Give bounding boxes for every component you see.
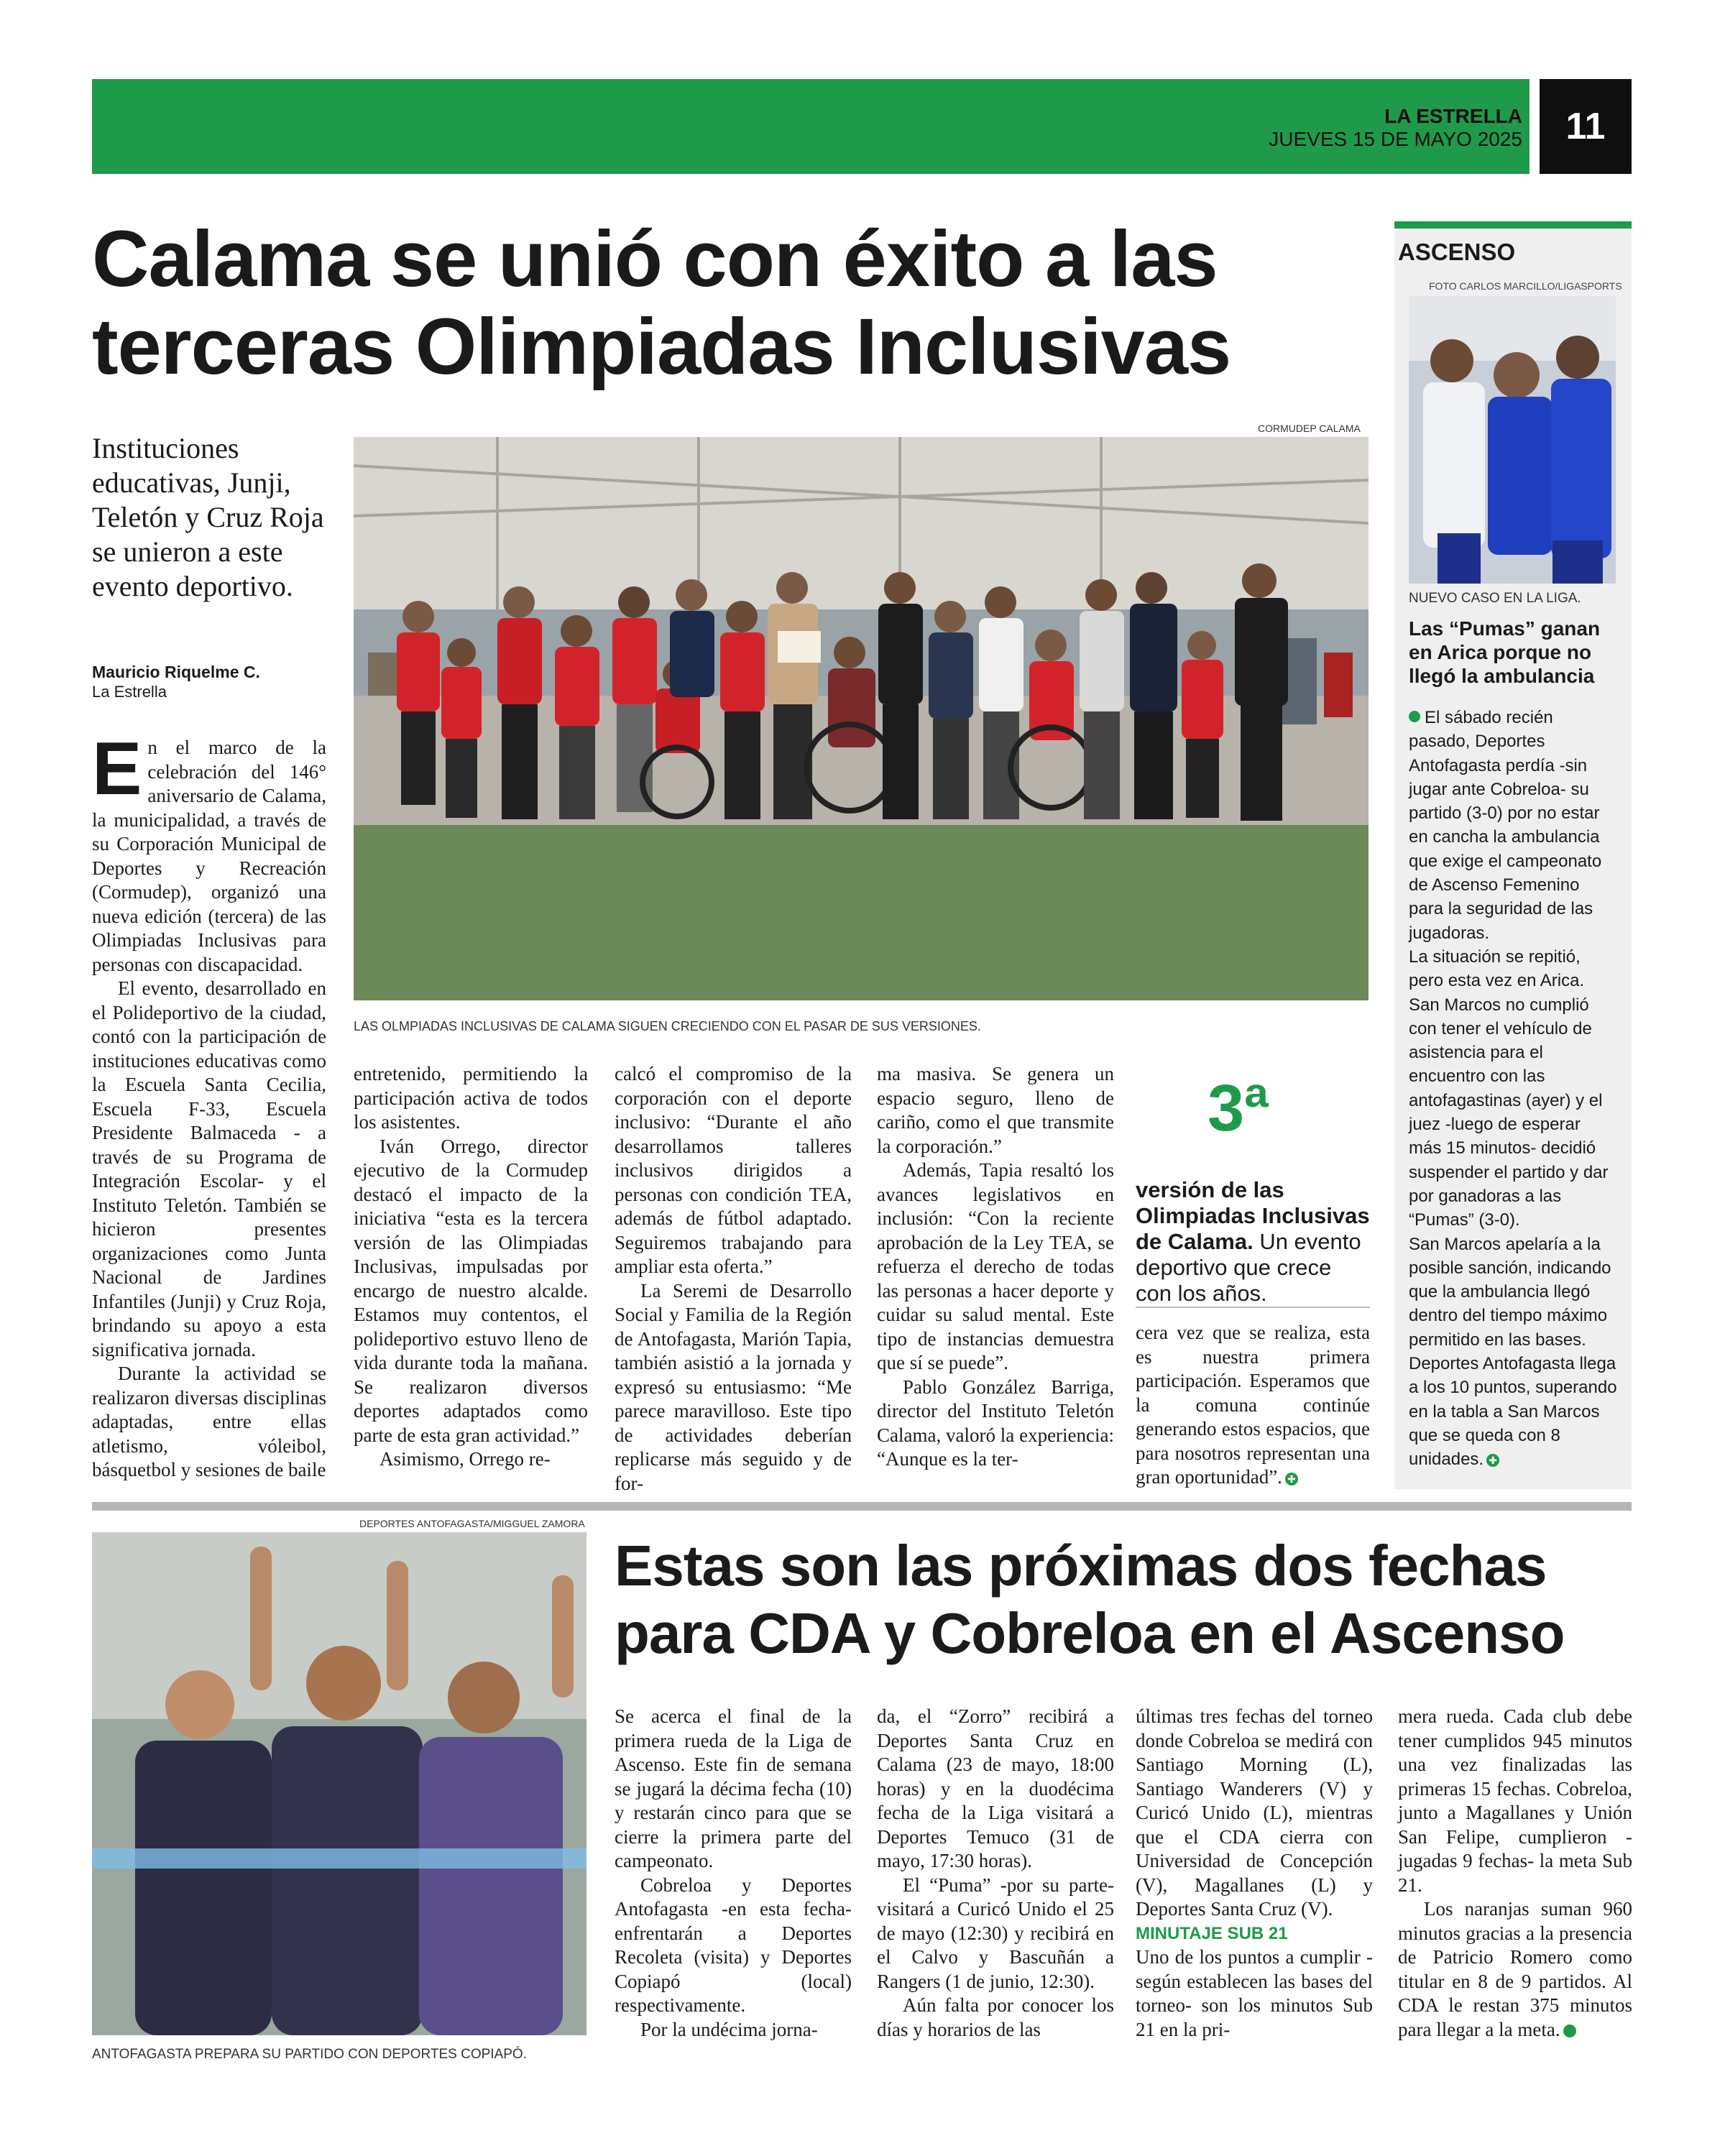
sidebar-paragraph: El sábado recién pasado, Deportes Antofagasta perdía -sin jugar ante Cobreloa- su partido (3-0) por no estar en cancha la ambulancia que exige el campeonato de Ascenso Femenino para la seguridad de las jugadoras. — [1409, 708, 1602, 943]
article2-paragraph: Por la undécima jorna- — [640, 2018, 818, 2040]
sidebar-body — [1409, 706, 1617, 1472]
sidebar-photo-credit: FOTO CARLOS MARCILLO/LIGASPORTS — [1429, 280, 1622, 292]
article2-paragraph: últimas tres fechas del torneo donde Cobreloa se medirá con Santiago Morning (L), Santiago Wanderers (V) y Curicó Unido (L), mientras que el CDA cierra con Universidad de Concepción (V), Magallanes (L) y Deportes Santa Cruz (V). — [1136, 1705, 1373, 1920]
second-photo — [92, 1532, 586, 2035]
main-photo — [354, 437, 1368, 1000]
article1-paragraph: Iván Orrego, director ejecutivo de la Cormudep destacó el impacto de la iniciativa “esta es la tercera versión de las Olimpiadas Inclusivas, impulsadas por encargo de nuestro alcalde. Estamos muy contentos, el polideportivo estuvo lleno de vida durante toda la mañana. Se realizaron diversos deportes adaptados como parte de esta gran actividad.” — [354, 1135, 588, 1446]
article-lead: Instituciones educativas, Junji, Teletón y Cruz Roja se unieron a este evento deportivo. — [92, 432, 324, 602]
article1-paragraph: La Seremi de Desarrollo Social y Familia de la Región de Antofagasta, Marión Tapia, también asistió a la jornada y expresó su entusiasmo: “Me parece maravilloso. Este tipo de actividades deberían replicarse más seguido y de for- — [615, 1279, 852, 1494]
article2-subhead: MINUTAJE SUB 21 — [1136, 1923, 1288, 1943]
article2-column-3 — [1136, 1705, 1373, 2042]
stat-description — [1136, 1177, 1370, 1307]
article1-paragraph: calcó el compromiso de la corporación con el deporte inclusivo: “Durante el año desarrollamos talleres inclusivos dirigidos a personas con condición TEA, además de fútbol adaptado. Seguiremos trabajando para ampliar esta oferta.” — [615, 1063, 852, 1277]
main-photo-credit: CORMUDEP CALAMA — [1258, 423, 1361, 434]
stat-number: 3ª — [1208, 1072, 1269, 1145]
three-players-illustration — [92, 1532, 586, 2035]
article1-paragraph: Pablo González Barriga, director del Instituto Teletón Calama, valoró la experiencia: “Aunque es la ter- — [877, 1376, 1114, 1470]
sidebar-photo — [1409, 296, 1616, 584]
stat-rest-text: Un evento deportivo que crece con los años. — [1136, 1229, 1361, 1306]
article1-paragraph: Durante la actividad se realizaron diversas disciplinas adaptadas, entre ellas atletismo, vóleibol, básquetbol y sesiones de baile — [92, 1363, 326, 1480]
article1-paragraph: Asimismo, Orrego re- — [380, 1448, 551, 1470]
article1-column-4 — [877, 1062, 1114, 1472]
article2-paragraph: Se acerca el final de la primera rueda de la Liga de Ascenso. Este fin de semana se jugará la décima fecha (10) y restarán cinco para que se cierre la primera parte del campeonato. — [615, 1705, 852, 1871]
second-photo-credit: DEPORTES ANTOFAGASTA/MIGGUEL ZAMORA — [359, 1518, 585, 1529]
article2-column-1 — [615, 1705, 852, 2042]
article1-paragraph: entretenido, permitiendo la participación activa de todos los asistentes. — [354, 1063, 588, 1133]
paper-name: LA ESTRELLA — [1384, 105, 1522, 127]
article1-column-3 — [615, 1062, 852, 1496]
article2-paragraph: Uno de los puntos a cumplir -según establecen las bases del torneo- son los minutos Sub 21 en la pri- — [1136, 1946, 1373, 2040]
article1-paragraph: cera vez que se realiza, esta es nuestra primera participación. Esperamos que la comuna continúe generando estos espacios, que para nosotros representan una gran oportunidad”. ✚ — [1136, 1322, 1370, 1488]
section-divider — [92, 1502, 1632, 1511]
stat-bold-text: versión de las Olimpiadas Inclusivas de Calama. — [1136, 1177, 1370, 1254]
author-name: Mauricio Riquelme C. — [92, 663, 260, 681]
header-bar — [92, 79, 1530, 174]
article2-paragraph: Los naranjas suman 960 minutos gracias a la presencia de Patricio Romero como titular en 8 de 9 partidos. Al CDA le restan 375 minutos para llegar a la meta. ✚ — [1398, 1898, 1632, 2040]
main-headline: Calama se unió con éxito a las terceras Olimpiadas Inclusivas — [92, 215, 1231, 391]
sidebar-paragraph: San Marcos apelaría a la posible sanción, indicando que la ambulancia llegó dentro del tiempo máximo permitido en las bases. — [1409, 1234, 1611, 1350]
article2-column-2 — [877, 1705, 1114, 2042]
article1-column-5 — [1136, 1321, 1370, 1490]
article1-paragraph: En el marco de la celebración del 146° aniversario de Calama, la municipalidad, a través de su Corporación Municipal de Deportes y Recreación (Cormudep), organizó una nueva edición (tercera) de las Olimpiadas Inclusivas para personas con discapacidad. — [92, 727, 326, 975]
article1-paragraph: ma masiva. Se genera un espacio seguro, lleno de cariño, como el que transmite la corporación.” — [877, 1063, 1114, 1157]
article1-column-2 — [354, 1062, 588, 1472]
sidebar-paragraph: Deportes Antofagasta llega a los 10 puntos, superando en la tabla a San Marcos que se queda con 8 unidades. ✚ — [1409, 1354, 1617, 1470]
sidebar-photo-caption: NUEVO CASO EN LA LIGA. — [1409, 591, 1581, 606]
article2-paragraph: mera rueda. Cada club debe tener cumplidos 945 minutos una vez finalizadas las primeras 15 fechas. Cobreloa, junto a Magallanes y Unión San Felipe, cumplieron -jugadas 9 fechas- la meta Sub 21. — [1398, 1705, 1632, 1896]
author-outlet: La Estrella — [92, 683, 167, 701]
article2-paragraph: El “Puma” -por su parte- visitará a Curicó Unido el 25 de mayo (12:30) y recibirá en el Calvo y Bascuñán a Rangers (1 de junio, 12:30). — [877, 1874, 1114, 1992]
sidebar-title: Las “Pumas” ganan en Arica porque no llegó la ambulancia — [1409, 617, 1601, 687]
group-photo-illustration — [354, 437, 1368, 1000]
second-photo-caption: ANTOFAGASTA PREPARA SU PARTIDO CON DEPORTES COPIAPÓ. — [92, 2047, 527, 2062]
article2-paragraph: Cobreloa y Deportes Antofagasta -en esta fecha- enfrentarán a Deportes Recoleta (visita) y Deportes Copiapó (local) respectivamente. — [615, 1874, 852, 2016]
main-photo-caption: LAS OLMPIADAS INCLUSIVAS DE CALAMA SIGUEN CRECIENDO CON EL PASAR DE SUS VERSIONES. — [354, 1019, 981, 1033]
stat-divider — [1136, 1307, 1370, 1308]
end-of-article-icon: ✚ — [1285, 1473, 1298, 1485]
players-celebrating-illustration — [1409, 296, 1616, 584]
second-headline: Estas son las próximas dos fechas para CDA y Cobreloa en el Ascenso — [615, 1534, 1565, 1665]
article2-paragraph: Aún falta por conocer los días y horarios de las — [877, 1994, 1114, 2040]
drop-cap: E — [92, 727, 142, 811]
article1-paragraph: Además, Tapia resaltó los avances legislativos en inclusión: “Con la reciente aprobación de la Ley TEA, se refuerza el derecho de todas las personas a hacer deporte y cuidar su salud mental. Este tipo de instancias demuestra que sí se puede”. — [877, 1159, 1114, 1373]
sidebar-paragraph: La situación se repitió, pero esta vez en Arica. San Marcos no cumplió con tener el vehículo de asistencia para el encuentro con las antofagastinas (ayer) y el juez -luego de esperar más 15 minutos- decidió suspender el partido y dar por ganadoras a las “Pumas” (3-0). — [1409, 946, 1609, 1230]
end-of-article-icon: ✚ — [1486, 1454, 1499, 1467]
article2-column-4 — [1398, 1705, 1632, 2042]
article2-paragraph: da, el “Zorro” recibirá a Deportes Santa Cruz en Calama (23 de mayo, 18:00 horas) y en la duodécima fecha de la Liga visitará a Deportes Temuco (31 de mayo, 17:30 horas). — [877, 1705, 1114, 1871]
article1-column-1 — [92, 727, 326, 1483]
issue-date: JUEVES 15 DE MAYO 2025 — [1269, 128, 1522, 150]
end-of-article-icon: ✚ — [1563, 2024, 1576, 2037]
sidebar-top-rule — [1394, 221, 1632, 229]
sidebar-kicker: ASCENSO — [1398, 239, 1516, 265]
page-number: 11 — [1540, 79, 1632, 174]
article1-paragraph: El evento, desarrollado en el Polideportivo de la ciudad, contó con la participación de instituciones educativas como la Escuela Santa Cecilia, Escuela F-33, Escuela Presidente Balmaceda - a través de su Programa de Integración Escolar- y el Instituto Teletón. También se hicieron presentes organizaciones como Junta Nacional de Jardines Infantiles (Junji) y Cruz Roja, brindando su apoyo a esta significativa jornada. — [92, 977, 326, 1360]
bullet-dot-icon — [1409, 711, 1420, 722]
